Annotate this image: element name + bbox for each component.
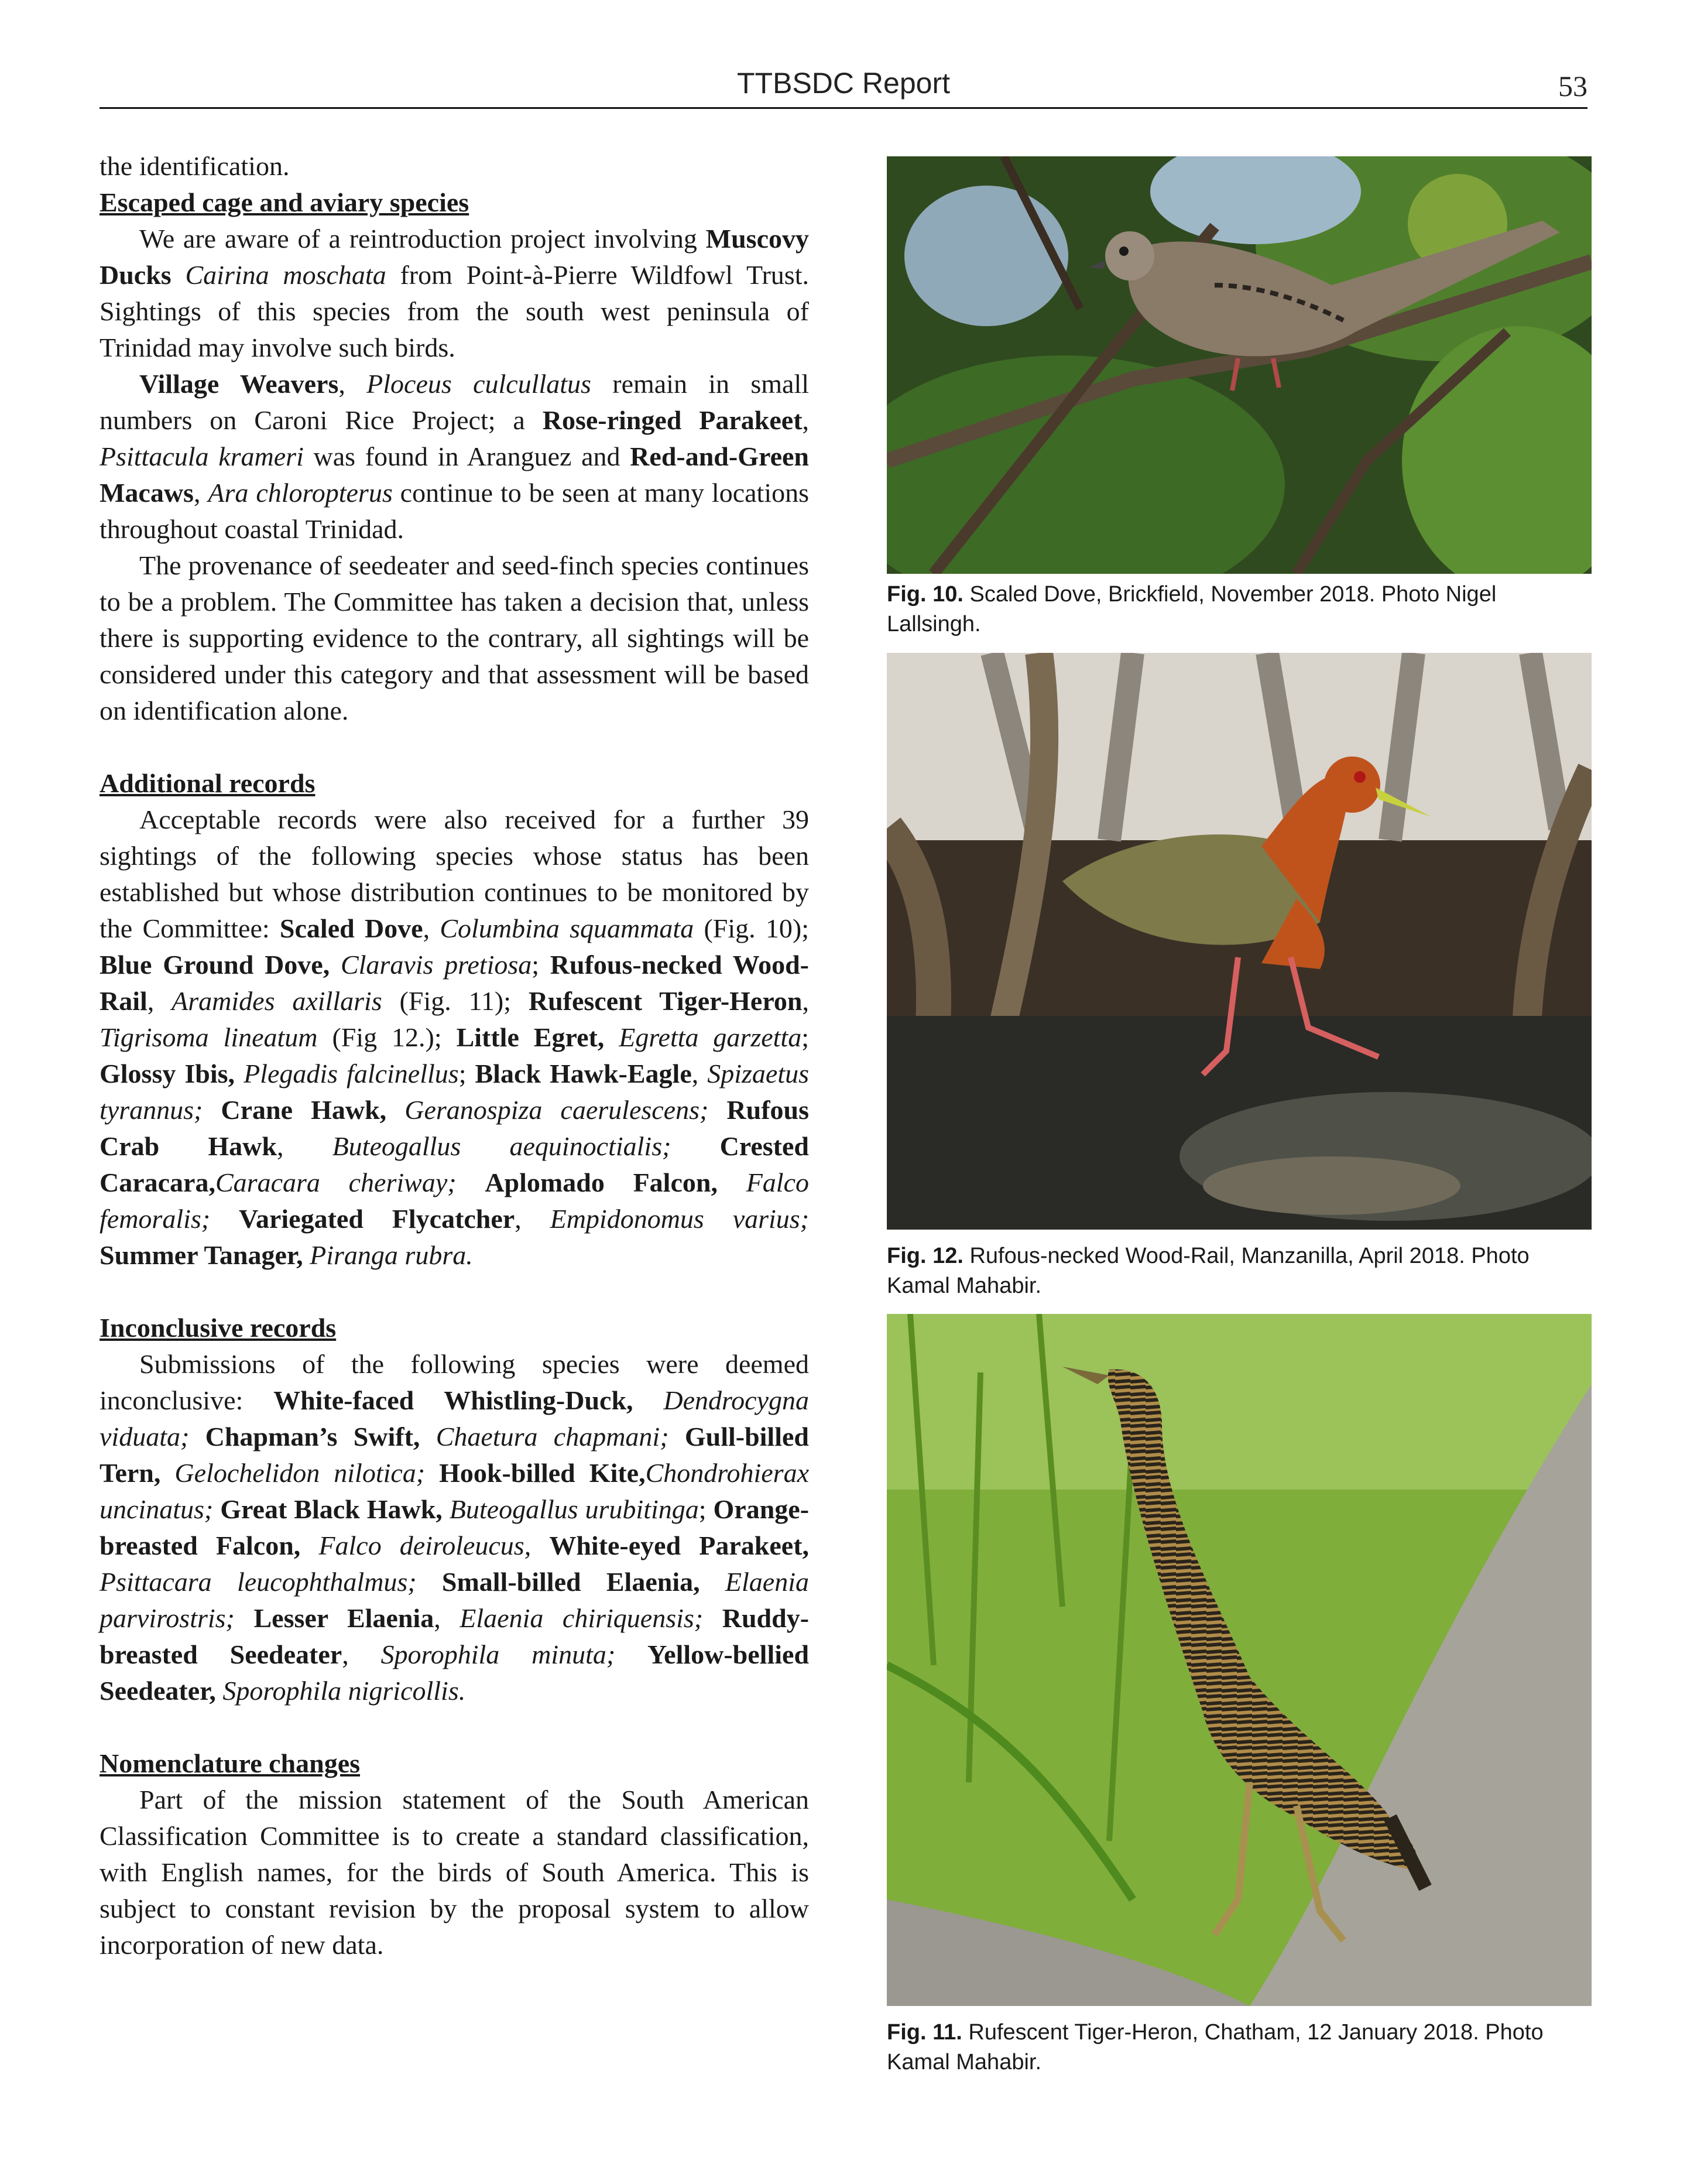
text-run: (Fig 12.); — [317, 1022, 457, 1052]
intro-fragment: the identification. — [100, 151, 290, 181]
text-run — [210, 1204, 239, 1234]
species-common-name: Orange-breasted Falcon, — [100, 1494, 810, 1560]
text-run: ; — [698, 1494, 714, 1524]
text-run: , — [691, 1059, 708, 1088]
text-run: , — [338, 369, 367, 399]
species-common-name: Gull-billed Tern, — [100, 1422, 809, 1488]
text-run — [633, 1385, 664, 1415]
text-run — [708, 1095, 726, 1125]
text-run — [189, 1422, 205, 1452]
species-common-name: Rufous Crab Hawk — [100, 1095, 809, 1161]
text-run — [669, 1422, 685, 1452]
text-run: , — [802, 986, 810, 1016]
species-scientific-name: Chaetura chapmani; — [436, 1422, 669, 1452]
page-number: 53 — [1558, 70, 1587, 102]
species-common-name: White-eyed Parakeet, — [549, 1531, 810, 1560]
text-run: We are aware of a reintroduction project involving — [139, 224, 706, 254]
species-common-name: White-faced Whistling-Duck, — [273, 1385, 633, 1415]
text-run — [615, 1639, 647, 1669]
text-run: was found in Aranguez and — [303, 441, 630, 471]
species-scientific-name: Psittacara leucophthalmus; — [100, 1567, 417, 1597]
species-common-name: Summer Tanager, — [100, 1240, 303, 1270]
text-run — [303, 1240, 310, 1270]
species-scientific-name: Elaenia parvirostris; — [100, 1567, 809, 1633]
section-gap — [100, 729, 809, 765]
text-run: continue to be seen at many locations throughout coastal Trinidad. — [100, 478, 809, 544]
heading-inconclusive: Inconclusive records — [100, 1313, 337, 1343]
text-run: from Point-à-Pierre Wildfowl Trust. Sightings of this species from the south west peninsula of Trinidad may involve such birds. — [100, 260, 809, 362]
species-common-name: Chapman’s Swift, — [205, 1422, 420, 1452]
tiger-heron-image — [887, 1314, 1592, 2006]
caption-text: Rufous-necked Wood-Rail, Manzanilla, April 2018. Photo Kamal Mahabir. — [887, 1244, 1530, 1298]
text-run: , — [434, 1603, 460, 1633]
species-common-name: Ruddy-breasted Seedeater — [100, 1603, 810, 1669]
species-scientific-name: Buteogallus aequinoctialis; — [332, 1131, 671, 1161]
species-scientific-name: Sporophila minuta; — [380, 1639, 616, 1669]
text-run — [235, 1603, 254, 1633]
species-scientific-name: Piranga rubra. — [310, 1240, 473, 1270]
species-common-name: Crested Caracara, — [100, 1131, 810, 1197]
text-run — [420, 1422, 436, 1452]
photo-scaled-dove — [887, 156, 1592, 574]
text-run: Submissions of the following species were deemed inconclusive: — [100, 1349, 809, 1415]
scaled-dove-image — [887, 156, 1592, 574]
species-common-name: Rufescent Tiger-Heron — [528, 986, 803, 1016]
species-scientific-name: Gelochelidon nilotica; — [174, 1458, 426, 1488]
text-run: (Fig. 11); — [382, 986, 529, 1016]
species-common-name: Aplomado Falcon, — [485, 1168, 718, 1197]
species-common-name: Little Egret, — [456, 1022, 605, 1052]
text-run — [235, 1059, 244, 1088]
paragraph-muscovy — [100, 221, 809, 366]
text-run — [700, 1567, 725, 1597]
text-run — [160, 1458, 174, 1488]
species-common-name: Blue Ground Dove, — [100, 950, 330, 980]
text-run — [457, 1168, 485, 1197]
species-scientific-name: Falco femoralis; — [100, 1168, 809, 1234]
caption-fig-12 — [887, 1241, 1592, 1301]
heading-additional: Additional records — [100, 768, 316, 798]
text-run — [203, 1095, 221, 1125]
text-run — [386, 1095, 404, 1125]
running-header: TTBSDC Report — [737, 67, 950, 100]
caption-fig-11 — [887, 2018, 1592, 2077]
figure-number: Fig. 12. — [887, 1244, 963, 1268]
species-common-name: Yellow-bellied Seedeater, — [100, 1639, 810, 1706]
text-run — [300, 1531, 318, 1560]
species-scientific-name: Sporophila nigricollis. — [222, 1676, 466, 1706]
species-common-name: Glossy Ibis, — [100, 1059, 235, 1088]
species-scientific-name: Falco deiroleucus, — [318, 1531, 532, 1560]
species-scientific-name: Cairina moschata — [185, 260, 386, 290]
text-run: (Fig. 10); — [694, 913, 810, 943]
species-scientific-name: Geranospiza caerulescens; — [404, 1095, 709, 1125]
text-run: , — [423, 913, 440, 943]
species-scientific-name: Ploceus culcullatus — [366, 369, 591, 399]
species-common-name: Crane Hawk, — [221, 1095, 387, 1125]
species-scientific-name: Columbina squammata — [440, 913, 694, 943]
heading-escaped: Escaped cage and aviary species — [100, 187, 469, 217]
text-run: Acceptable records were also received for a further 39 sightings of the following species whose status has been established but whose distribution continues to be monitored by the Committee: — [100, 805, 809, 943]
wood-rail-image — [887, 653, 1592, 1230]
species-common-name: Lesser Elaenia — [253, 1603, 434, 1633]
figure-number: Fig. 10. — [887, 582, 963, 607]
paragraph-nomenclature: Part of the mission statement of the South American Classification Committee is to create a standard classification, with English names, for the birds of South America. This is subject to constant revision by the proposal system to allow incorporation of new data. — [100, 1785, 809, 1960]
heading-nomenclature: Nomenclature changes — [100, 1748, 361, 1778]
text-run: , — [515, 1204, 550, 1234]
photo-tiger-heron — [887, 1314, 1592, 2006]
species-common-name: Village Weavers — [139, 369, 339, 399]
species-common-name: Variegated Flycatcher — [238, 1204, 515, 1234]
species-scientific-name: Caracara cheriway; — [215, 1168, 457, 1197]
text-run: , — [276, 1131, 332, 1161]
caption-fig-10 — [887, 580, 1592, 639]
species-scientific-name: Spizaetus tyrannus; — [100, 1059, 810, 1125]
paragraph-additional-records — [100, 802, 809, 1274]
caption-text: Scaled Dove, Brickfield, November 2018. Photo Nigel Lallsingh. — [887, 582, 1497, 636]
section-gap — [100, 1274, 809, 1310]
text-run — [213, 1494, 220, 1524]
text-run — [417, 1567, 442, 1597]
species-common-name: Muscovy Ducks — [100, 224, 809, 290]
text-run — [703, 1603, 722, 1633]
species-scientific-name: Ara chloropterus — [208, 478, 393, 508]
species-common-name: Scaled Dove — [279, 913, 423, 943]
species-common-name: Red-and-Green Macaws — [100, 441, 809, 508]
text-run — [604, 1022, 619, 1052]
species-common-name: Small-billed Elaenia, — [441, 1567, 700, 1597]
text-column — [100, 148, 809, 1963]
header-rule — [100, 107, 1587, 109]
text-run: , — [342, 1639, 381, 1669]
species-scientific-name: Claravis pretiosa — [340, 950, 532, 980]
text-run: , — [193, 478, 208, 508]
photo-wood-rail — [887, 653, 1592, 1230]
caption-text: Rufescent Tiger-Heron, Chatham, 12 January 2018. Photo Kamal Mahabir. — [887, 2020, 1544, 2075]
text-run — [718, 1168, 746, 1197]
species-scientific-name: Psittacula krameri — [100, 441, 304, 471]
text-run: ; — [458, 1059, 475, 1088]
text-run — [671, 1131, 719, 1161]
text-run — [443, 1494, 450, 1524]
section-gap — [100, 1709, 809, 1745]
species-scientific-name: Dendrocygna viduata; — [100, 1385, 810, 1452]
text-run: , — [147, 986, 172, 1016]
paragraph-seedeaters: The provenance of seedeater and seed-finch species continues to be a problem. The Committee has taken a decision that, unless there is supporting evidence to the contrary, all sightings will be considered under this category and that assessment will be based on identification alone. — [100, 550, 809, 725]
text-run — [216, 1676, 223, 1706]
species-scientific-name: Egretta garzetta — [619, 1022, 802, 1052]
species-common-name: Hook-billed Kite, — [439, 1458, 646, 1488]
paragraph-weavers — [100, 366, 809, 547]
species-scientific-name: Empidonomus varius; — [550, 1204, 810, 1234]
species-scientific-name: Elaenia chiriquensis; — [460, 1603, 704, 1633]
species-common-name: Rose-ringed Parakeet — [542, 405, 803, 435]
species-scientific-name: Plegadis falcinellus — [244, 1059, 459, 1088]
paragraph-inconclusive-records — [100, 1346, 809, 1709]
species-common-name: Great Black Hawk, — [220, 1494, 443, 1524]
text-run — [425, 1458, 439, 1488]
species-scientific-name: Buteogallus urubitinga — [449, 1494, 699, 1524]
species-scientific-name: Tigrisoma lineatum — [100, 1022, 318, 1052]
text-run: remain in small numbers on Caroni Rice Project; a — [100, 369, 810, 435]
text-run: ; — [801, 1022, 809, 1052]
species-scientific-name: Chondrohierax uncinatus; — [100, 1458, 809, 1524]
text-run: ; — [532, 950, 550, 980]
figure-number: Fig. 11. — [887, 2020, 962, 2045]
text-run — [330, 950, 341, 980]
species-common-name: Black Hawk-Eagle — [475, 1059, 692, 1088]
text-run — [531, 1531, 549, 1560]
species-common-name: Rufous-necked Wood-Rail — [100, 950, 810, 1016]
species-scientific-name: Aramides axillaris — [172, 986, 382, 1016]
text-run: , — [802, 405, 810, 435]
